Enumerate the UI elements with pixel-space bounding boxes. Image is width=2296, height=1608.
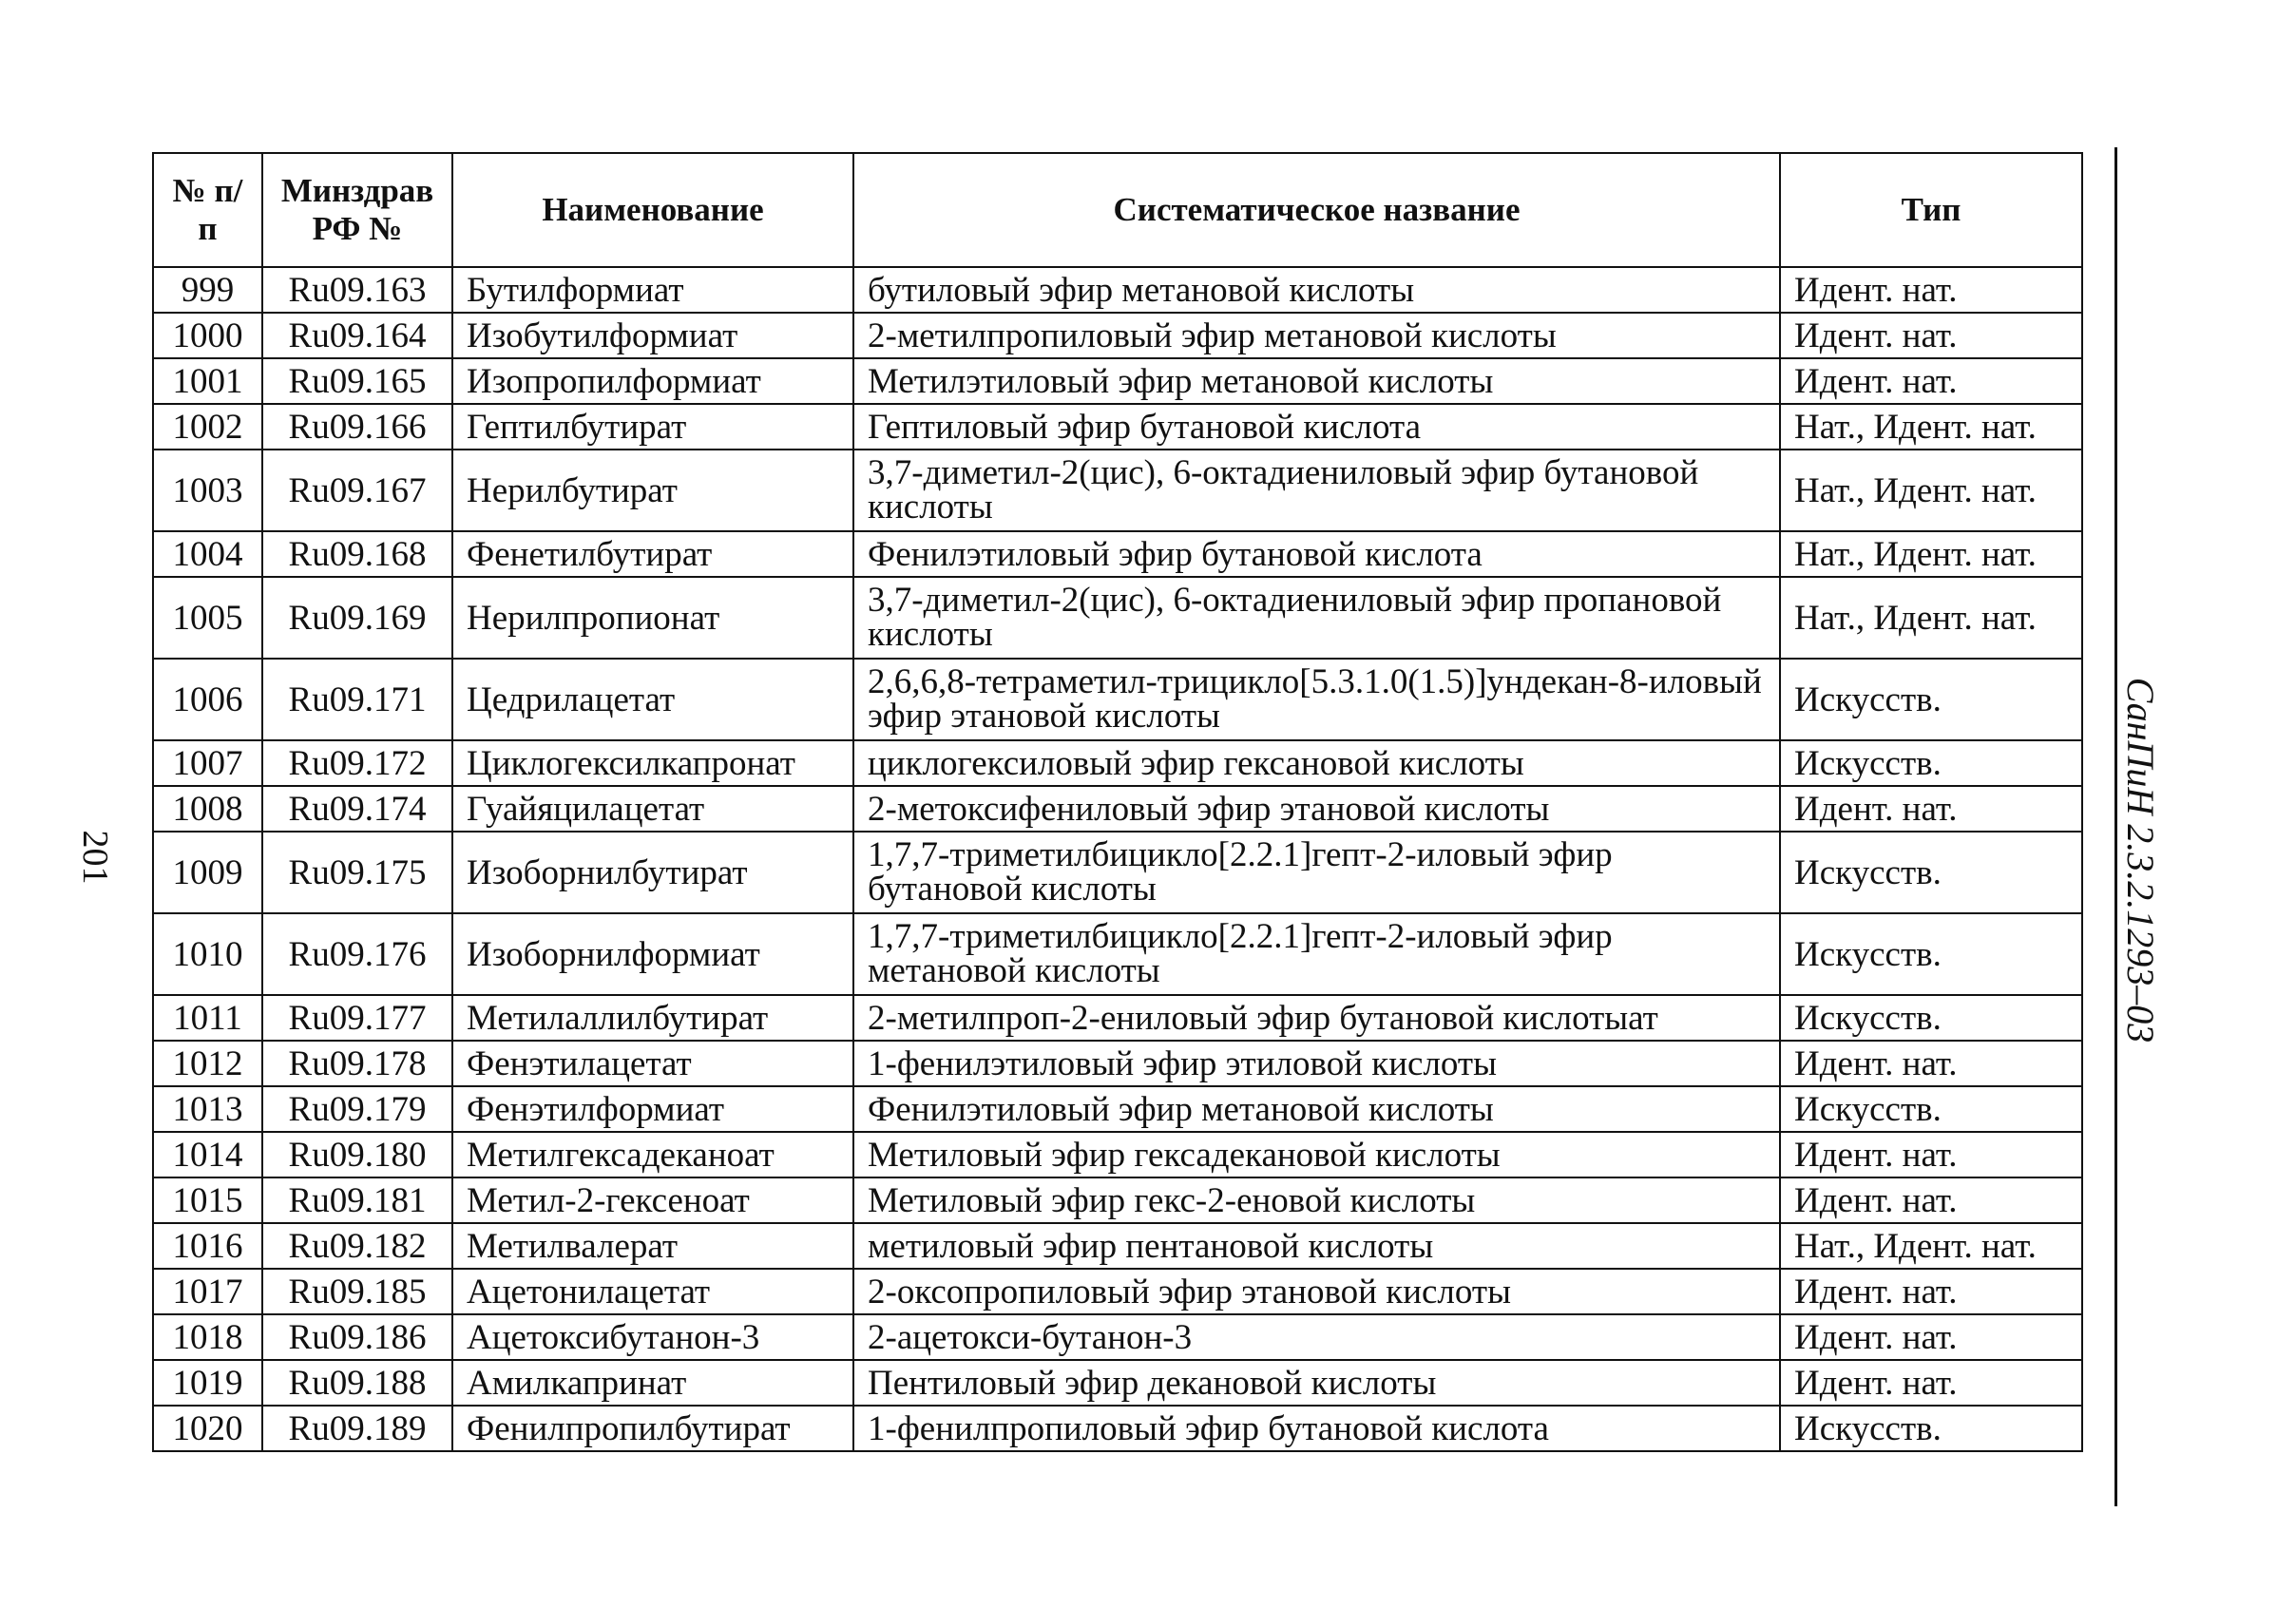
- cell-ministry-code: Ru09.174: [262, 786, 452, 832]
- cell-type: Искусств.: [1780, 832, 2082, 913]
- cell-ministry-code: Ru09.165: [262, 358, 452, 404]
- cell-type: Идент. нат.: [1780, 267, 2082, 313]
- header-name: Наименование: [452, 153, 853, 267]
- cell-type: Идент. нат.: [1780, 1314, 2082, 1360]
- header-systematic-name: Систематическое название: [853, 153, 1780, 267]
- cell-number: 1018: [153, 1314, 262, 1360]
- cell-ministry-code: Ru09.189: [262, 1406, 452, 1451]
- cell-ministry-code: Ru09.179: [262, 1086, 452, 1132]
- cell-number: 1012: [153, 1041, 262, 1086]
- table-row: [153, 1132, 2082, 1177]
- cell-type: Нат., Идент. нат.: [1780, 1223, 2082, 1269]
- cell-name: Метилаллилбутират: [452, 995, 853, 1041]
- table-header-row: [153, 153, 2082, 267]
- cell-type: Нат., Идент. нат.: [1780, 577, 2082, 659]
- cell-type: Искусств.: [1780, 659, 2082, 740]
- cell-number: 1007: [153, 740, 262, 786]
- cell-number: 1004: [153, 531, 262, 577]
- cell-name: Изоборнилбутират: [452, 832, 853, 913]
- cell-number: 1006: [153, 659, 262, 740]
- cell-ministry-code: Ru09.178: [262, 1041, 452, 1086]
- cell-ministry-code: Ru09.164: [262, 313, 452, 358]
- cell-type: Искусств.: [1780, 1406, 2082, 1451]
- document-title-vertical: СанПиН 2.3.2.1293–03: [2119, 677, 2162, 1043]
- cell-type: Искусств.: [1780, 1086, 2082, 1132]
- cell-ministry-code: Ru09.185: [262, 1269, 452, 1314]
- table-row: [153, 267, 2082, 313]
- table-row: [153, 740, 2082, 786]
- cell-systematic-name: 2-оксопропиловый эфир этановой кислоты: [853, 1269, 1780, 1314]
- cell-systematic-name: 1,7,7-триметилбицикло[2.2.1]гепт-2-иловый эфир бутановой кислоты: [853, 832, 1780, 913]
- cell-type: Идент. нат.: [1780, 1269, 2082, 1314]
- table-row: [153, 1223, 2082, 1269]
- table-row: [153, 832, 2082, 913]
- cell-ministry-code: Ru09.181: [262, 1177, 452, 1223]
- header-number: № п/п: [153, 153, 262, 267]
- cell-name: Гуайяцилацетат: [452, 786, 853, 832]
- table-row: [153, 1406, 2082, 1451]
- cell-name: Амилкапринат: [452, 1360, 853, 1406]
- cell-systematic-name: 1-фенилпропиловый эфир бутановой кислота: [853, 1406, 1780, 1451]
- cell-number: 1000: [153, 313, 262, 358]
- cell-ministry-code: Ru09.172: [262, 740, 452, 786]
- cell-number: 1002: [153, 404, 262, 450]
- table-row: [153, 1314, 2082, 1360]
- table-row: [153, 313, 2082, 358]
- cell-number: 1015: [153, 1177, 262, 1223]
- table-row: [153, 404, 2082, 450]
- cell-systematic-name: Фенилэтиловый эфир метановой кислоты: [853, 1086, 1780, 1132]
- cell-name: Циклогексилкапронат: [452, 740, 853, 786]
- cell-systematic-name: Гептиловый эфир бутановой кислота: [853, 404, 1780, 450]
- cell-ministry-code: Ru09.166: [262, 404, 452, 450]
- cell-systematic-name: Метиловый эфир гексадекановой кислоты: [853, 1132, 1780, 1177]
- page-number: 201: [75, 830, 115, 885]
- cell-type: Идент. нат.: [1780, 313, 2082, 358]
- cell-type: Искусств.: [1780, 995, 2082, 1041]
- cell-number: 1010: [153, 913, 262, 995]
- cell-ministry-code: Ru09.169: [262, 577, 452, 659]
- cell-systematic-name: 2-метоксифениловый эфир этановой кислоты: [853, 786, 1780, 832]
- cell-systematic-name: 2-ацетокси-бутанон-3: [853, 1314, 1780, 1360]
- table-row: [153, 1177, 2082, 1223]
- cell-systematic-name: 2-метилпроп-2-ениловый эфир бутановой кислотыат: [853, 995, 1780, 1041]
- cell-name: Фенетилбутират: [452, 531, 853, 577]
- cell-name: Цедрилацетат: [452, 659, 853, 740]
- cell-systematic-name: бутиловый эфир метановой кислоты: [853, 267, 1780, 313]
- substances-table: [152, 152, 2083, 1452]
- cell-number: 1005: [153, 577, 262, 659]
- cell-number: 1001: [153, 358, 262, 404]
- cell-name: Фенэтилацетат: [452, 1041, 853, 1086]
- cell-type: Идент. нат.: [1780, 1041, 2082, 1086]
- cell-type: Нат., Идент. нат.: [1780, 404, 2082, 450]
- cell-ministry-code: Ru09.163: [262, 267, 452, 313]
- cell-number: 1020: [153, 1406, 262, 1451]
- cell-systematic-name: 1,7,7-триметилбицикло[2.2.1]гепт-2-иловый эфир метановой кислоты: [853, 913, 1780, 995]
- cell-number: 1019: [153, 1360, 262, 1406]
- cell-number: 999: [153, 267, 262, 313]
- cell-number: 1008: [153, 786, 262, 832]
- cell-ministry-code: Ru09.168: [262, 531, 452, 577]
- cell-ministry-code: Ru09.175: [262, 832, 452, 913]
- table-row: [153, 577, 2082, 659]
- cell-number: 1011: [153, 995, 262, 1041]
- cell-systematic-name: 2-метилпропиловый эфир метановой кислоты: [853, 313, 1780, 358]
- cell-name: Нерилпропионат: [452, 577, 853, 659]
- cell-name: Изопропилформиат: [452, 358, 853, 404]
- table-row: [153, 913, 2082, 995]
- cell-name: Ацетонилацетат: [452, 1269, 853, 1314]
- table-row: [153, 531, 2082, 577]
- cell-name: Фенэтилформиат: [452, 1086, 853, 1132]
- cell-type: Искусств.: [1780, 913, 2082, 995]
- cell-name: Метилгексадеканоат: [452, 1132, 853, 1177]
- cell-name: Ацетоксибутанон-3: [452, 1314, 853, 1360]
- cell-number: 1014: [153, 1132, 262, 1177]
- header-type: Тип: [1780, 153, 2082, 267]
- cell-name: Изоборнилформиат: [452, 913, 853, 995]
- cell-number: 1016: [153, 1223, 262, 1269]
- table-row: [153, 659, 2082, 740]
- cell-systematic-name: 2,6,6,8-тетраметил-трицикло[5.3.1.0(1.5)]ундекан-8-иловый эфир этановой кислоты: [853, 659, 1780, 740]
- table-row: [153, 358, 2082, 404]
- cell-systematic-name: Метиловый эфир гекс-2-еновой кислоты: [853, 1177, 1780, 1223]
- cell-name: Изобутилформиат: [452, 313, 853, 358]
- cell-name: Гептилбутират: [452, 404, 853, 450]
- header-ministry-code: Минздрав РФ №: [262, 153, 452, 267]
- cell-type: Идент. нат.: [1780, 1177, 2082, 1223]
- table-row: [153, 1041, 2082, 1086]
- cell-ministry-code: Ru09.176: [262, 913, 452, 995]
- cell-systematic-name: Пентиловый эфир декановой кислоты: [853, 1360, 1780, 1406]
- cell-type: Нат., Идент. нат.: [1780, 531, 2082, 577]
- cell-type: Идент. нат.: [1780, 1360, 2082, 1406]
- cell-ministry-code: Ru09.188: [262, 1360, 452, 1406]
- cell-ministry-code: Ru09.180: [262, 1132, 452, 1177]
- cell-type: Идент. нат.: [1780, 786, 2082, 832]
- cell-systematic-name: 1-фенилэтиловый эфир этиловой кислоты: [853, 1041, 1780, 1086]
- table-row: [153, 1269, 2082, 1314]
- cell-type: Искусств.: [1780, 740, 2082, 786]
- cell-number: 1009: [153, 832, 262, 913]
- cell-name: Фенилпропилбутират: [452, 1406, 853, 1451]
- table-row: [153, 1086, 2082, 1132]
- cell-systematic-name: метиловый эфир пентановой кислоты: [853, 1223, 1780, 1269]
- cell-name: Нерилбутират: [452, 450, 853, 531]
- cell-ministry-code: Ru09.171: [262, 659, 452, 740]
- cell-number: 1003: [153, 450, 262, 531]
- cell-type: Идент. нат.: [1780, 1132, 2082, 1177]
- cell-systematic-name: циклогексиловый эфир гексановой кислоты: [853, 740, 1780, 786]
- cell-name: Метилвалерат: [452, 1223, 853, 1269]
- cell-systematic-name: 3,7-диметил-2(цис), 6-октадиениловый эфир бутановой кислоты: [853, 450, 1780, 531]
- cell-systematic-name: Фенилэтиловый эфир бутановой кислота: [853, 531, 1780, 577]
- cell-ministry-code: Ru09.182: [262, 1223, 452, 1269]
- cell-type: Нат., Идент. нат.: [1780, 450, 2082, 531]
- cell-number: 1017: [153, 1269, 262, 1314]
- table-body: [153, 267, 2082, 1451]
- cell-number: 1013: [153, 1086, 262, 1132]
- table-row: [153, 995, 2082, 1041]
- cell-systematic-name: Метилэтиловый эфир метановой кислоты: [853, 358, 1780, 404]
- cell-name: Метил-2-гексеноат: [452, 1177, 853, 1223]
- table-row: [153, 786, 2082, 832]
- cell-name: Бутилформиат: [452, 267, 853, 313]
- cell-type: Идент. нат.: [1780, 358, 2082, 404]
- cell-ministry-code: Ru09.186: [262, 1314, 452, 1360]
- table-row: [153, 450, 2082, 531]
- cell-ministry-code: Ru09.167: [262, 450, 452, 531]
- cell-systematic-name: 3,7-диметил-2(цис), 6-октадиениловый эфир пропановой кислоты: [853, 577, 1780, 659]
- cell-ministry-code: Ru09.177: [262, 995, 452, 1041]
- table-row: [153, 1360, 2082, 1406]
